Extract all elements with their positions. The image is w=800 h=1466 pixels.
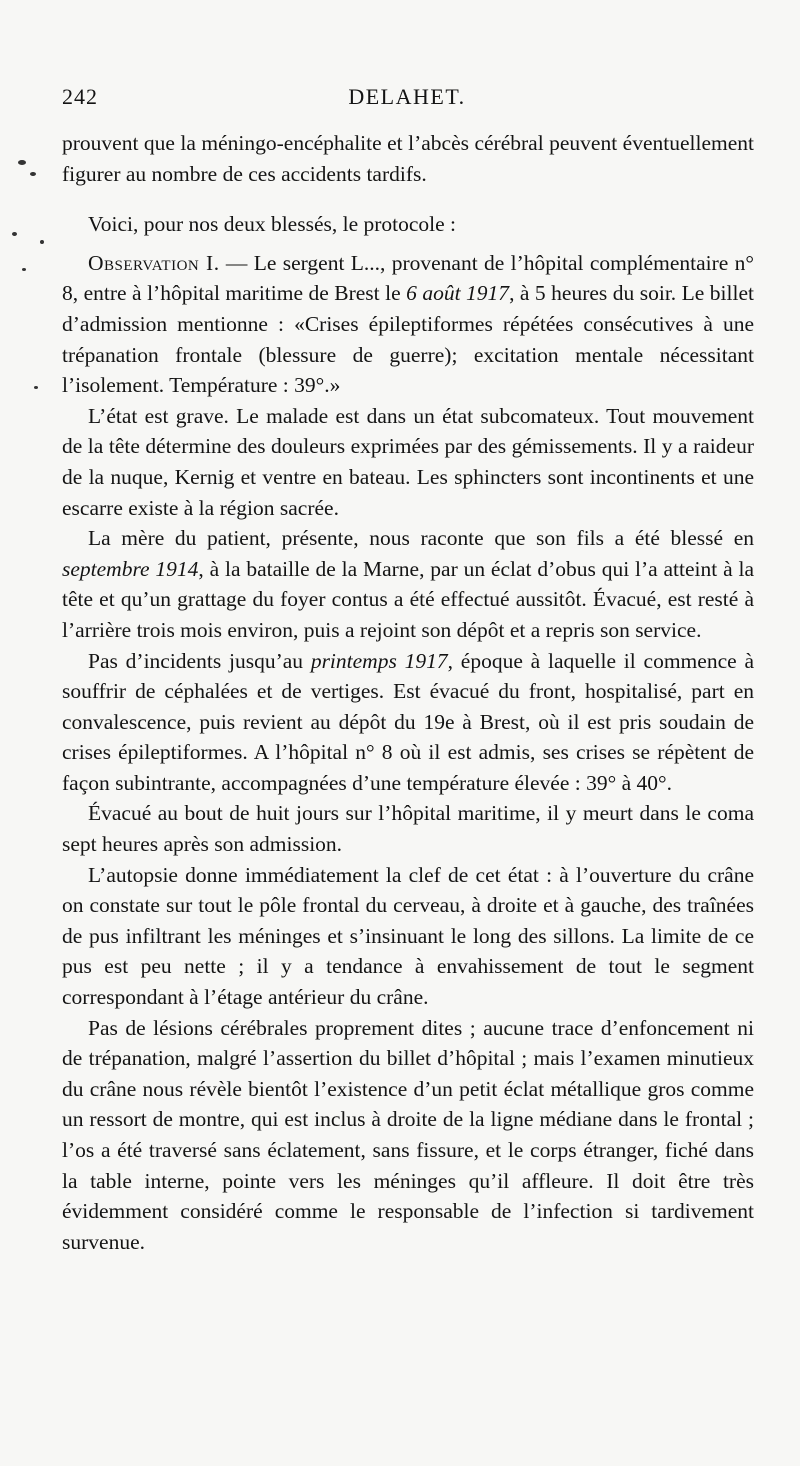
paragraph-5 bbox=[62, 523, 754, 645]
paragraph-7: Évacué au bout de huit jours sur l’hôpital maritime, il y meurt dans le coma sept heures après son admission. bbox=[62, 801, 754, 857]
paragraph-4: L’état est grave. Le malade est dans un état subcomateux. Tout mouvement de la tête détermine des douleurs exprimées par des gémissements. Il y a raideur de la nuque, Kernig et ventre en bateau. Les sphincters sont incontinents et une escarre existe à la région sacrée. bbox=[62, 403, 754, 520]
scan-speck bbox=[18, 160, 26, 165]
paragraph-2: Voici, pour nos deux blessés, le protocole : bbox=[88, 212, 457, 237]
scan-speck bbox=[40, 240, 44, 244]
paragraph-6-text-b: , époque à laquelle il commence à souffrir de céphalées et de vertiges. Est évacué du front, hospitalisé, part en convalescence, puis revient au dépôt du 19e à Brest, où il est pris soudain de crises épileptiformes. A l’hôpital n° 8 où il est admis, ses crises se répètent de façon subintrante, accompagnées d’une température élevée : 39° à 40°. bbox=[62, 648, 754, 795]
paragraph-6 bbox=[62, 646, 754, 799]
scan-speck bbox=[30, 172, 36, 176]
paragraph-6-text-a: Pas d’incidents jusqu’au bbox=[88, 648, 311, 673]
scan-speck bbox=[12, 232, 17, 236]
paragraph-6-date: printemps 1917 bbox=[310, 648, 448, 673]
running-head: DELAHET. bbox=[348, 84, 466, 109]
paragraph-observation bbox=[62, 248, 754, 401]
body-text bbox=[62, 128, 754, 1257]
paragraph-1: prouvent que la méningo-encéphalite et l’abcès cérébral peuvent éventuellement figurer au nombre de ces accidents tardifs. bbox=[62, 131, 754, 186]
paragraph-8: L’autopsie donne immédiatement la clef de cet état : à l’ouverture du crâne on constate sur tout le pôle frontal du cerveau, à droite et à gauche, des traînées de pus infiltrant les méninges et s’insinuant le long des sillons. La limite de ce pus est peu nette ; il y a tendance à envahissement de tout le segment correspondant à l’étage antérieur du crâne. bbox=[62, 862, 754, 1010]
paragraph-5-text-b: , à la bataille de la Marne, par un éclat d’obus qui l’a atteint à la tête et qu’un grattage du foyer contus a été effectué aussitôt. Évacué, est resté à l’arrière trois mois environ, puis a rejoint son dépôt et a repris son service. bbox=[62, 556, 754, 642]
page-number: 242 bbox=[62, 84, 98, 109]
scan-speck bbox=[34, 386, 38, 389]
observation-date: 6 août 1917 bbox=[406, 281, 510, 306]
observation-text-a: — Le sergent L..., provenant de l’hôpital complémentaire n° 8, entre à l’hôpital maritime de Brest le bbox=[62, 250, 754, 306]
scan-speck bbox=[22, 268, 26, 271]
paragraph-9: Pas de lésions cérébrales proprement dites ; aucune trace d’enfoncement ni de trépanation, malgré l’assertion du billet d’hôpital ; mais l’examen minutieux du crâne nous révèle bientôt l’existence d’un petit éclat métallique gros comme un ressort de montre, qui est inclus à droite de la ligne médiane dans le frontal ; l’os a été traversé sans éclatement, sans fissure, et le corps étranger, fiché dans la table interne, pointe vers les méninges qu’il affleure. Il doit être très évidemment considéré comme le responsable de l’infection si tardivement survenue. bbox=[62, 1015, 754, 1254]
observation-heading: Observation I. bbox=[88, 250, 220, 275]
paragraph-5-date: septembre 1914 bbox=[62, 556, 199, 581]
observation-text-b: , à 5 heures du soir. Le billet d’admission mentionne : «Crises épileptiformes répétées consécutives à une trépanation frontale (blessure de guerre); excitation mentale nécessitant l’isolement. Température : 39°.» bbox=[62, 281, 754, 398]
paragraph-5-text-a: La mère du patient, présente, nous raconte que son fils a été blessé en bbox=[88, 526, 754, 551]
page-header bbox=[62, 84, 752, 114]
